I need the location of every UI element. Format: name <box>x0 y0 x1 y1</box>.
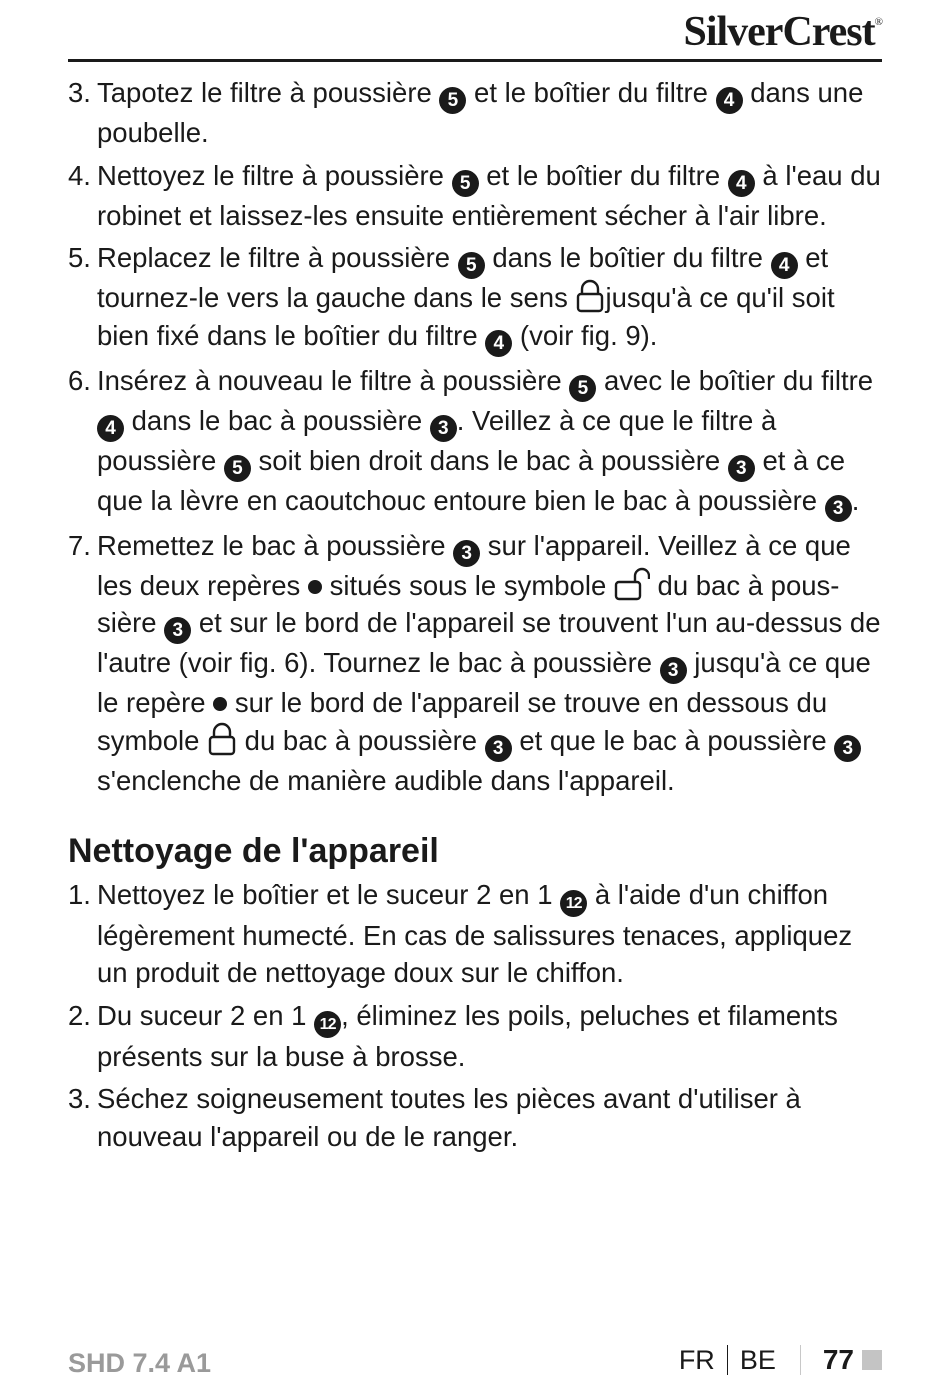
ref-badge: 4 <box>97 415 124 442</box>
ref-badge: 3 <box>164 617 191 644</box>
ref-badge: 5 <box>224 455 251 482</box>
ref-badge: 12 <box>560 890 587 917</box>
lock-closed-icon <box>575 279 605 313</box>
ref-badge: 3 <box>485 735 512 762</box>
list-item: 1. Nettoyez le boîtier et le suceur 2 en 1 12 à l'aide d'un chiffon légèrement humecté. En cas de salissures tenaces, appliquez un produit de nettoyage doux sur le chiffon. <box>68 878 853 989</box>
divider <box>800 1345 801 1375</box>
ref-badge: 3 <box>834 735 861 762</box>
ref-badge: 3 <box>728 455 755 482</box>
ref-badge: 3 <box>825 495 852 522</box>
page-number: 77 <box>822 1344 854 1375</box>
lock-open-icon <box>614 567 650 601</box>
list-item: 3. Tapotez le filtre à poussière 5 et le boîtier du filtre 4 dans une poubelle. <box>68 77 864 148</box>
brand-logo: SilverCrest® <box>683 9 882 55</box>
model-number: SHD 7.4 A1 <box>68 1348 212 1378</box>
page-footer <box>679 1344 882 1376</box>
ref-badge: 4 <box>728 170 755 197</box>
list-item: 4. Nettoyez le filtre à poussière 5 et le boîtier du filtre 4 à l'eau du robinet et laissez-les ensuite entièrement sécher à l'air libre. <box>68 159 881 231</box>
page-marker-square <box>862 1350 882 1370</box>
ref-badge: 3 <box>453 540 480 567</box>
list-item: 3. Séchez soigneusement toutes les pièces avant d'utiliser à nouveau l'appareil ou de le ranger. <box>68 1083 801 1152</box>
ref-badge: 4 <box>771 252 798 279</box>
list-item: 7. Remettez le bac à poussière 3 sur l'appareil. Veillez à ce que les deux repères situés sous le symbole du bac à pous-sière 3 et sur le bord de l'appareil se trouvent l'un au-dessus de l'autre (voir fig. 6). Tournez le bac à poussière 3 jusqu'à ce que le repère sur le bord de l'appareil se trouve en dessous du symbole du bac à poussière 3 et que le bac à poussière 3 s'enclenche de manière audible dans l'appareil. <box>68 529 881 796</box>
appliance-cleaning-list <box>68 876 888 1156</box>
ref-badge: 3 <box>430 415 457 442</box>
language-be: BE <box>739 1344 776 1375</box>
language-fr: FR <box>678 1344 715 1375</box>
marker-dot-icon <box>308 580 322 594</box>
ref-badge: 5 <box>569 375 596 402</box>
ref-badge: 5 <box>439 87 466 114</box>
ref-badge: 5 <box>458 252 485 279</box>
section-title: Nettoyage de l'appareil <box>68 831 439 870</box>
lock-closed-icon <box>207 722 237 756</box>
cleaning-steps-list <box>68 74 888 800</box>
list-item: 2. Du suceur 2 en 1 12 , éliminez les poils, peluches et filaments présents sur la buse à brosse. <box>68 999 838 1072</box>
list-item: 5. Replacez le filtre à poussière 5 dans le boîtier du filtre 4 et tournez-le vers la gauche dans le sens jusqu'à ce qu'il soit bien fixé dans le boîtier du filtre 4 (voir fig. 9). <box>68 239 888 357</box>
list-item: 6. Insérez à nouveau le filtre à poussière 5 avec le boîtier du filtre 4 dans le bac à poussière 3 . Veillez à ce que le filtre à poussière 5 soit bien droit dans le bac à poussière 3 et à ce que la lèvre en caoutchouc entoure bien le bac à poussière 3 . <box>68 362 888 522</box>
divider <box>727 1345 728 1375</box>
ref-badge: 4 <box>716 87 743 114</box>
header-rule <box>68 59 882 62</box>
marker-dot-icon <box>213 697 227 711</box>
ref-badge: 5 <box>452 170 479 197</box>
page-content <box>68 74 888 1161</box>
ref-badge: 12 <box>314 1011 341 1038</box>
ref-badge: 4 <box>485 330 512 357</box>
ref-badge: 3 <box>660 657 687 684</box>
